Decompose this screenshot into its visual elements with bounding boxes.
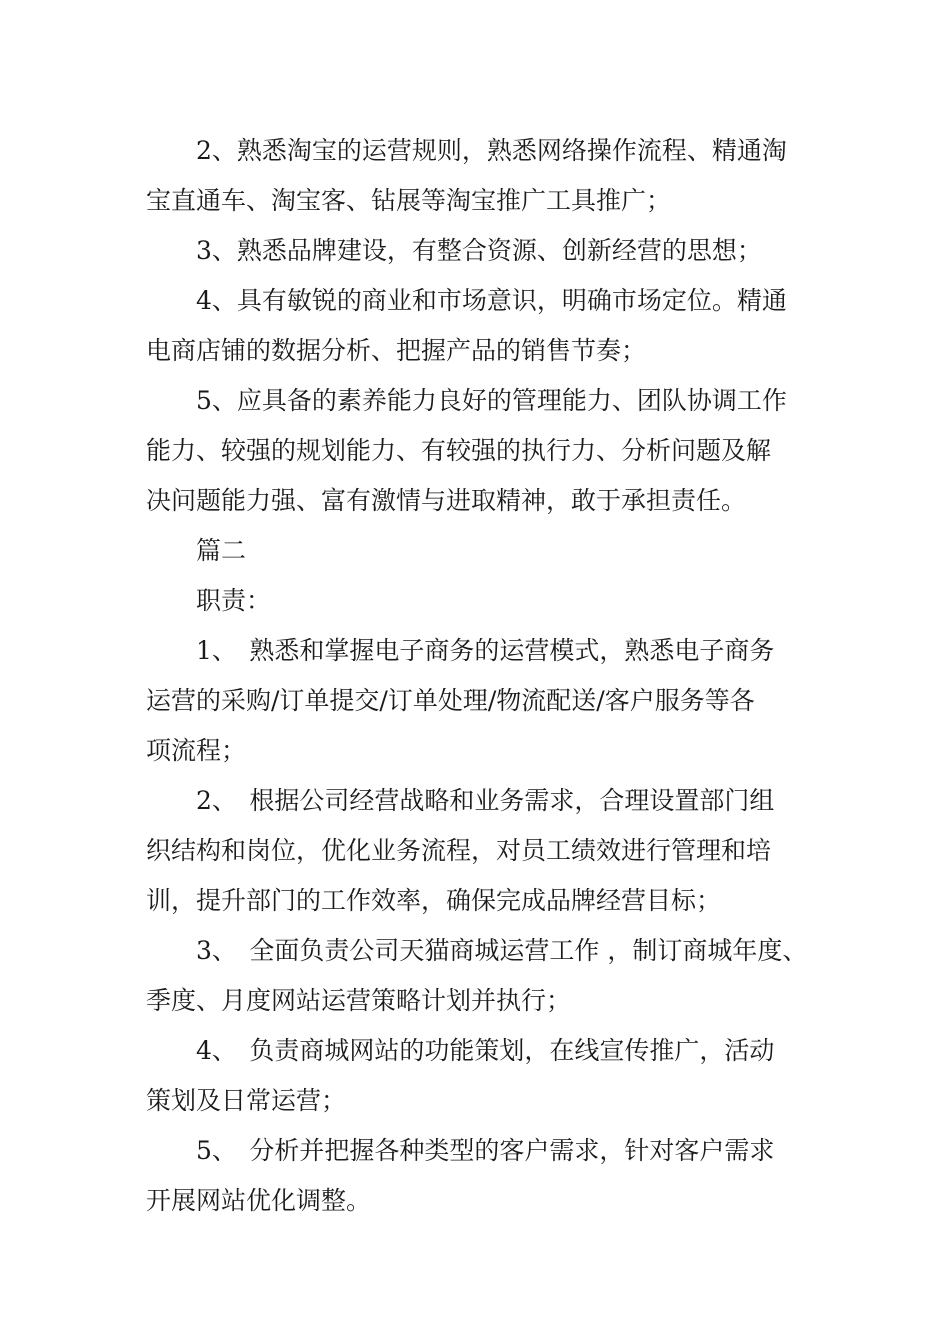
text-line: 3、熟悉品牌建设，有整合资源、创新经营的思想；: [196, 236, 762, 265]
text-line: 5、应具备的素养能力良好的管理能力、团队协调工作: [196, 386, 787, 415]
text-line: 项流程；: [146, 736, 247, 765]
text-line: 3、 全面负责公司天猫商城运营工作 ，制订商城年度、: [196, 936, 808, 965]
text-line: 策划及日常运营；: [146, 1086, 347, 1115]
subheading: 职责：: [196, 586, 272, 615]
text-line: 2、熟悉淘宝的运营规则，熟悉网络操作流程、精通淘: [196, 136, 787, 165]
text-line: 决问题能力强、富有激情与进取精神，敢于承担责任。: [146, 486, 747, 515]
text-line: 开展网站优化调整。: [146, 1186, 372, 1215]
text-line: 织结构和岗位，优化业务流程，对员工绩效进行管理和培: [146, 836, 772, 865]
text-line: 运营的采购/订单提交/订单处理/物流配送/客户服务等各: [146, 686, 755, 715]
text-line: 4、 负责商城网站的功能策划，在线宣传推广，活动: [196, 1036, 775, 1065]
section-heading: 篇二: [196, 536, 247, 565]
text-line: 季度、月度网站运营策略计划并执行；: [146, 986, 572, 1015]
text-line: 宝直通车、淘宝客、钻展等淘宝推广工具推广；: [146, 186, 672, 215]
text-line: 训，提升部门的工作效率，确保完成品牌经营目标；: [146, 886, 722, 915]
text-line: 能力、较强的规划能力、有较强的执行力、分析问题及解: [146, 436, 772, 465]
text-line: 4、具有敏锐的商业和市场意识，明确市场定位。精通: [196, 286, 787, 315]
text-line: 1、 熟悉和掌握电子商务的运营模式，熟悉电子商务: [196, 636, 775, 665]
text-line: 5、 分析并把握各种类型的客户需求，针对客户需求: [196, 1136, 775, 1165]
text-line: 电商店铺的数据分析、把握产品的销售节奏；: [146, 336, 647, 365]
text-line: 2、 根据公司经营战略和业务需求，合理设置部门组: [196, 786, 775, 815]
